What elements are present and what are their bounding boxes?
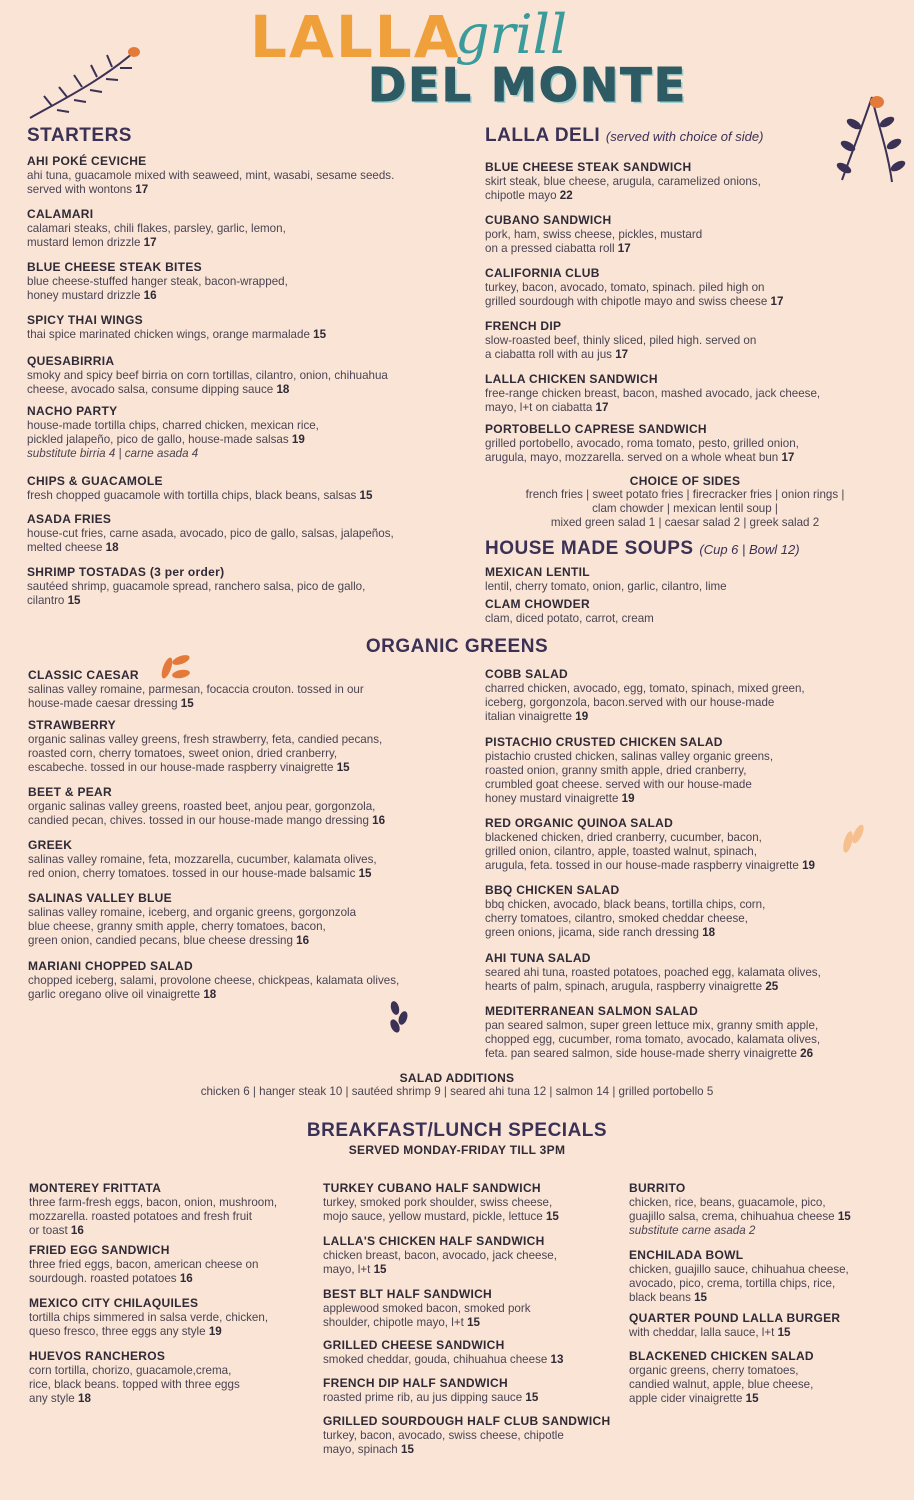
menu-item-desc-text: slow-roasted beef, thinly sliced, piled high. served on a ciabatta roll with au jus	[485, 334, 757, 361]
menu-item-desc-text: salinas valley romaine, feta, mozzarella, cucumber, kalamata olives, red onion, cherry tomatoes. tossed in our house-made balsamic	[28, 853, 377, 880]
menu-item	[28, 718, 458, 775]
menu-item	[485, 667, 885, 724]
menu-item-price: 15	[545, 1210, 559, 1223]
menu-item	[27, 474, 457, 503]
menu-item-name: QUARTER POUND LALLA BURGER	[629, 1311, 841, 1325]
menu-item-price: 15	[745, 1392, 759, 1405]
menu-item	[485, 735, 885, 806]
menu-item-name: LALLA CHICKEN SANDWICH	[485, 372, 658, 386]
menu-item	[485, 372, 885, 415]
menu-item-name: GRILLED CHEESE SANDWICH	[323, 1338, 505, 1352]
navy-leaves-icon	[383, 996, 413, 1036]
menu-item	[485, 597, 885, 626]
menu-item-price: 15	[373, 1263, 387, 1276]
menu-item-name: COBB SALAD	[485, 667, 568, 681]
menu-item-price: 16	[70, 1224, 84, 1237]
menu-item-name: CLAM CHOWDER	[485, 597, 590, 611]
menu-item-price: 17	[615, 348, 629, 361]
menu-item	[485, 883, 885, 940]
menu-item-name: FRENCH DIP HALF SANDWICH	[323, 1376, 508, 1390]
menu-item-desc-text: turkey, bacon, avocado, tomato, spinach. piled high on grilled sourdough with chipotle mayo and swiss cheese	[485, 281, 768, 308]
menu-item	[485, 422, 885, 465]
menu-item-desc	[323, 1302, 618, 1330]
menu-item-desc-text: skirt steak, blue cheese, arugula, caramelized onions, chipotle mayo	[485, 175, 761, 202]
menu-item-desc-text: charred chicken, avocado, egg, tomato, spinach, mixed green, iceberg, gorgonzola, bacon.served with our house-made italian vinaigrette	[485, 682, 805, 723]
menu-item-name: HUEVOS RANCHEROS	[29, 1349, 166, 1363]
menu-item-desc-text: with cheddar, lalla sauce, l+t	[629, 1326, 775, 1339]
menu-item-desc	[485, 966, 885, 994]
menu-item-desc	[485, 831, 885, 873]
menu-item-desc	[485, 580, 885, 594]
salad-additions-title: SALAD ADDITIONS	[399, 1071, 515, 1085]
menu-item-desc	[323, 1429, 618, 1457]
menu-item-desc	[485, 334, 885, 362]
salad-additions	[0, 1071, 914, 1099]
deli-title	[485, 125, 763, 147]
menu-item-name: QUESABIRRIA	[27, 354, 115, 368]
menu-item-desc-text: pan seared salmon, super green lettuce mix, granny smith apple, chopped egg, cucumber, roma tomato, avocado, kalamata olives, feta. pan seared salmon, side house-made sherry vinaigrette	[485, 1019, 821, 1060]
menu-item-name: MONTEREY FRITTATA	[29, 1181, 162, 1195]
menu-item	[28, 668, 458, 711]
menu-item-desc-text: seared ahi tuna, roasted potatoes, poached egg, kalamata olives, hearts of palm, spinach, arugula, raspberry vinaigrette	[485, 966, 821, 993]
menu-item-price: 15	[525, 1391, 539, 1404]
menu-item-desc-text: sautéed shrimp, guacamole spread, ranchero salsa, pico de gallo, cilantro	[27, 580, 366, 607]
soups-note: (Cup 6 | Bowl 12)	[699, 542, 800, 557]
deli-note: (served with choice of side)	[605, 129, 764, 144]
menu-item-desc	[27, 369, 457, 397]
soups-title-text: HOUSE MADE SOUPS	[485, 538, 694, 559]
sides-line-2: clam chowder | mexican lentil soup |	[592, 502, 778, 515]
specials-title: BREAKFAST/LUNCH SPECIALS	[306, 1120, 608, 1141]
menu-item-price: 18	[702, 926, 716, 939]
menu-item	[629, 1311, 899, 1340]
menu-item-desc-text: roasted prime rib, au jus dipping sauce	[323, 1391, 523, 1404]
menu-item-desc	[629, 1364, 899, 1406]
menu-item-desc	[28, 906, 458, 948]
menu-item-desc	[27, 328, 457, 342]
menu-item-desc-text: corn tortilla, chorizo, guacamole,crema, rice, black beans. topped with three eggs any style	[29, 1364, 240, 1405]
menu-item-price: 15	[313, 328, 327, 341]
menu-item-desc-text: fresh chopped guacamole with tortilla chips, black beans, salsas	[27, 489, 357, 502]
menu-item-desc-text: pistachio crusted chicken, salinas valley organic greens, roasted onion, granny smith apple, dried cranberry, crumbled goat cheese. served with our house-made honey mustard vinaigrette	[485, 750, 774, 805]
menu-item-price: 19	[208, 1325, 222, 1338]
menu-item-desc	[629, 1326, 899, 1340]
menu-item-desc-text: organic salinas valley greens, fresh strawberry, feta, candied pecans, roasted corn, cherry tomatoes, sweet onion, dried cranberry, escabeche. tossed in our house-made raspberry vinaigrette	[28, 733, 383, 774]
menu-item-price: 16	[372, 814, 386, 827]
menu-item-desc-text: calamari steaks, chili flakes, parsley, garlic, lemon, mustard lemon drizzle	[27, 222, 286, 249]
menu-item-name: PISTACHIO CRUSTED CHICKEN SALAD	[485, 735, 723, 749]
menu-item-price: 16	[143, 289, 157, 302]
menu-item-name: ENCHILADA BOWL	[629, 1248, 744, 1262]
menu-item	[629, 1248, 899, 1305]
menu-item-desc	[27, 527, 457, 555]
menu-item	[485, 1004, 885, 1061]
menu-item	[323, 1414, 618, 1457]
menu-item-desc	[629, 1263, 899, 1305]
menu-item-desc-text: free-range chicken breast, bacon, mashed avocado, jack cheese, mayo, l+t on ciabatta	[485, 387, 821, 414]
menu-item-desc	[29, 1364, 319, 1406]
menu-item-name: RED ORGANIC QUINOA SALAD	[485, 816, 674, 830]
menu-item-name: CALIFORNIA CLUB	[485, 266, 600, 280]
menu-item	[485, 160, 885, 203]
menu-item-name: TURKEY CUBANO HALF SANDWICH	[323, 1181, 541, 1195]
starters-title: STARTERS	[27, 125, 132, 146]
menu-item-price: 15	[180, 697, 194, 710]
menu-item	[27, 260, 457, 303]
menu-item-name: FRIED EGG SANDWICH	[29, 1243, 170, 1257]
menu-item-desc	[323, 1353, 618, 1367]
menu-item-price: 19	[621, 792, 635, 805]
menu-item-desc-text: turkey, smoked pork shoulder, swiss cheese, mojo sauce, yellow mustard, pickle, lettuce	[323, 1196, 553, 1223]
menu-item-desc-text: salinas valley romaine, iceberg, and organic greens, gorgonzola blue cheese, granny smith apple, cherry tomatoes, bacon, green onion, candied pecans, blue cheese dressing	[28, 906, 357, 947]
sides-line-3: mixed green salad 1 | caesar salad 2 | greek salad 2	[550, 516, 820, 529]
menu-item	[629, 1349, 899, 1406]
menu-item-desc	[27, 489, 457, 503]
menu-item-name: BEET & PEAR	[28, 785, 112, 799]
menu-item-desc-text: chicken breast, bacon, avocado, jack cheese, mayo, l+t	[323, 1249, 557, 1276]
menu-item-desc-text: house-made tortilla chips, charred chicken, mexican rice, pickled jalapeño, pico de gallo, house-made salsas	[27, 419, 319, 446]
sides-title: CHOICE OF SIDES	[629, 474, 741, 488]
menu-item-desc-text: tortilla chips simmered in salsa verde, chicken, queso fresco, three eggs any style	[29, 1311, 269, 1338]
menu-item-desc	[323, 1391, 618, 1405]
menu-item-price: 15	[359, 489, 373, 502]
deli-title-text: LALLA DELI	[485, 125, 601, 146]
menu-item-name: BLUE CHEESE STEAK SANDWICH	[485, 160, 692, 174]
menu-item-desc	[27, 222, 457, 250]
menu-item-name: LALLA'S CHICKEN HALF SANDWICH	[323, 1234, 545, 1248]
menu-item-desc	[28, 853, 458, 881]
menu-item	[27, 207, 457, 250]
menu-item-desc-text: blackened chicken, dried cranberry, cucumber, bacon, grilled onion, cilantro, apple, toasted walnut, spinach, arugula, feta. tossed in our house-made raspberry vinaigrette	[485, 831, 799, 872]
menu-item-price: 15	[777, 1326, 791, 1339]
menu-item-price: 15	[401, 1443, 414, 1456]
menu-item-price: 19	[802, 859, 815, 872]
menu-item	[323, 1338, 618, 1367]
menu-item-name: SPICY THAI WINGS	[27, 313, 143, 327]
menu-item-desc	[28, 683, 458, 711]
menu-item-price: 17	[135, 183, 149, 196]
menu-item-name: CALAMARI	[27, 207, 94, 221]
menu-item-name: CUBANO SANDWICH	[485, 213, 612, 227]
soups-title	[485, 538, 800, 560]
menu-item	[29, 1296, 319, 1339]
choice-of-sides	[485, 474, 885, 530]
menu-item-name: NACHO PARTY	[27, 404, 118, 418]
menu-item	[485, 213, 885, 256]
menu-item	[27, 154, 457, 197]
menu-item	[629, 1181, 899, 1238]
menu-item-desc-text: three farm-fresh eggs, bacon, onion, mushroom, mozzarella. roasted potatoes and fresh fruit or toast	[29, 1196, 278, 1237]
menu-item-price: 16	[179, 1272, 193, 1285]
menu-item	[28, 785, 458, 828]
menu-item-price: 18	[276, 383, 290, 396]
menu-item	[27, 404, 457, 461]
menu-item-desc-text: smoked cheddar, gouda, chihuahua cheese	[323, 1353, 548, 1366]
menu-item	[485, 816, 885, 873]
menu-item-desc-text: lentil, cherry tomato, onion, garlic, cilantro, lime	[485, 580, 727, 593]
specials-subtitle-text: SERVED MONDAY-FRIDAY TILL 3PM	[348, 1143, 566, 1157]
menu-item-desc-text: pork, ham, swiss cheese, pickles, mustard on a pressed ciabatta roll	[485, 228, 703, 255]
menu-item	[485, 951, 885, 994]
menu-item-desc	[29, 1258, 319, 1286]
menu-item-desc	[29, 1196, 319, 1238]
menu-item-name: SALINAS VALLEY BLUE	[28, 891, 172, 905]
sprig-left-icon	[22, 40, 152, 125]
menu-item-desc-text: house-cut fries, carne asada, avocado, pico de gallo, salsas, jalapeños, melted cheese	[27, 527, 394, 554]
menu-item-desc	[485, 1019, 885, 1061]
menu-item-desc	[28, 974, 458, 1002]
menu-item-desc-text: turkey, bacon, avocado, swiss cheese, chipotle mayo, spinach	[323, 1429, 564, 1456]
menu-item-name: BURRITO	[629, 1181, 686, 1195]
menu-item-price: 26	[800, 1047, 814, 1060]
menu-item-price: 18	[105, 541, 119, 554]
menu-item-name: CLASSIC CAESAR	[28, 668, 139, 682]
menu-item-desc-text: organic greens, cherry tomatoes, candied walnut, apple, blue cheese, apple cider vinaigrette	[629, 1364, 814, 1405]
menu-item	[323, 1376, 618, 1405]
menu-item-desc	[27, 275, 457, 303]
menu-item	[29, 1243, 319, 1286]
menu-item-desc	[28, 733, 458, 775]
menu-item-price: 19	[291, 433, 305, 446]
menu-item-price: 13	[550, 1353, 564, 1366]
menu-item-name: GRILLED SOURDOUGH HALF CLUB SANDWICH	[323, 1414, 611, 1428]
menu-item-desc	[629, 1196, 899, 1224]
menu-item-extra: substitute birria 4 | carne asada 4	[27, 447, 199, 460]
menu-item-desc	[485, 898, 885, 940]
menu-item	[29, 1349, 319, 1406]
menu-item	[27, 565, 457, 608]
menu-item-price: 15	[467, 1316, 480, 1329]
menu-item-name: AHI POKÉ CEVICHE	[27, 154, 147, 168]
menu-item	[28, 838, 458, 881]
menu-item-price: 18	[78, 1392, 91, 1405]
menu-item-price: 16	[296, 934, 310, 947]
menu-item	[27, 354, 457, 397]
menu-item	[485, 319, 885, 362]
menu-item-name: MARIANI CHOPPED SALAD	[28, 959, 193, 973]
menu-item-desc-text: three fried eggs, bacon, american cheese on sourdough. roasted potatoes	[29, 1258, 259, 1285]
menu-item-price: 19	[575, 710, 589, 723]
menu-item-price: 15	[358, 867, 372, 880]
greens-title: ORGANIC GREENS	[365, 636, 549, 657]
menu-item-name: BLUE CHEESE STEAK BITES	[27, 260, 202, 274]
menu-item-desc	[27, 169, 457, 197]
menu-item	[485, 565, 885, 594]
menu-item-price: 15	[694, 1291, 708, 1304]
menu-item-desc-text: chopped iceberg, salami, provolone cheese, chickpeas, kalamata olives, garlic oregano olive oil vinaigrette	[28, 974, 400, 1001]
menu-item-price: 15	[837, 1210, 851, 1223]
menu-item-name: GREEK	[28, 838, 73, 852]
menu-item-desc-text: smoky and spicy beef birria on corn tortillas, cilantro, onion, chihuahua cheese, avocado salsa, consume dipping sauce	[27, 369, 388, 396]
salad-additions-line: chicken 6 | hanger steak 10 | sautéed shrimp 9 | seared ahi tuna 12 | salmon 14 | grilled portobello 5	[200, 1085, 714, 1098]
menu-item-price: 22	[559, 189, 573, 202]
menu-item-desc-text: bbq chicken, avocado, black beans, tortilla chips, corn, cherry tomatoes, cilantro, smoked cheddar cheese, green onions, jicama, side ranch dressing	[485, 898, 766, 939]
menu-item-price: 17	[617, 242, 631, 255]
menu-item-name: CHIPS & GUACAMOLE	[27, 474, 163, 488]
sides-line-1: french fries | sweet potato fries | firecracker fries | onion rings |	[525, 488, 845, 501]
menu-item	[28, 959, 458, 1002]
menu-item	[323, 1234, 618, 1277]
menu-item-name: BEST BLT HALF SANDWICH	[323, 1287, 493, 1301]
menu-item-price: 17	[143, 236, 157, 249]
menu-item-name: ASADA FRIES	[27, 512, 112, 526]
menu-item-desc-text: applewood smoked bacon, smoked pork shoulder, chipotle mayo, l+t	[323, 1302, 531, 1329]
menu-item-name: STRAWBERRY	[28, 718, 116, 732]
menu-item-price: 15	[336, 761, 350, 774]
menu-item-desc-text: grilled portobello, avocado, roma tomato, pesto, grilled onion, arugula, mayo, mozzarella. served on a whole wheat bun	[485, 437, 799, 464]
menu-item-price: 17	[595, 401, 609, 414]
menu-item-name: MEXICO CITY CHILAQUILES	[29, 1296, 199, 1310]
menu-item-name: BBQ CHICKEN SALAD	[485, 883, 620, 897]
menu-item	[29, 1181, 319, 1238]
menu-item-desc	[27, 419, 457, 447]
menu-item-desc-text: organic salinas valley greens, roasted beet, anjou pear, gorgonzola, candied pecan, chives. tossed in our house-made mango dressing	[28, 800, 376, 827]
menu-item-desc-text: thai spice marinated chicken wings, orange marmalade	[27, 328, 310, 341]
menu-item-desc	[323, 1196, 618, 1224]
menu-item-desc	[485, 437, 885, 465]
menu-item-name: MEDITERRANEAN SALMON SALAD	[485, 1004, 699, 1018]
menu-item-extra: substitute carne asada 2	[629, 1224, 756, 1237]
menu-item-name: FRENCH DIP	[485, 319, 562, 333]
menu-item-price: 15	[67, 594, 81, 607]
menu-item	[323, 1287, 618, 1330]
menu-item	[485, 266, 885, 309]
menu-item-desc-text: ahi tuna, guacamole mixed with seaweed, mint, wasabi, sesame seeds. served with wontons	[27, 169, 395, 196]
menu-item-desc	[485, 612, 885, 626]
menu-item-desc	[485, 387, 885, 415]
menu-item-desc	[485, 228, 885, 256]
menu-item-price: 18	[203, 988, 217, 1001]
menu-item-desc-text: salinas valley romaine, parmesan, focaccia crouton. tossed in our house-made caesar dressing	[28, 683, 364, 710]
menu-item-name: PORTOBELLO CAPRESE SANDWICH	[485, 422, 707, 436]
menu-item-desc	[28, 800, 458, 828]
menu-item-desc	[485, 682, 885, 724]
specials-subtitle	[0, 1143, 914, 1157]
menu-item	[28, 891, 458, 948]
logo-grill: grill	[455, 3, 568, 66]
menu-item-desc	[485, 175, 885, 203]
menu-item-name: SHRIMP TOSTADAS (3 per order)	[27, 565, 225, 579]
menu-item-desc	[323, 1249, 618, 1277]
menu-item-price: 17	[781, 451, 795, 464]
menu-item-price: 25	[765, 980, 779, 993]
menu-item	[27, 512, 457, 555]
menu-item-name: MEXICAN LENTIL	[485, 565, 590, 579]
menu-item-desc-text: chicken, rice, beans, guacamole, pico, guajillo salsa, crema, chihuahua cheese	[629, 1196, 835, 1223]
menu-item-desc-text: chicken, guajillo sauce, chihuahua cheese, avocado, pico, crema, tortilla chips, rice, black beans	[629, 1263, 849, 1304]
menu-item-desc-text: clam, diced potato, carrot, cream	[485, 612, 654, 625]
menu-item-desc	[29, 1311, 319, 1339]
logo-del-monte: DEL MONTE	[368, 58, 688, 112]
menu-item-name: AHI TUNA SALAD	[485, 951, 591, 965]
menu-item-desc-text: blue cheese-stuffed hanger steak, bacon-wrapped, honey mustard drizzle	[27, 275, 288, 302]
menu-item	[27, 313, 457, 342]
menu-item-desc	[485, 281, 885, 309]
menu-item	[323, 1181, 618, 1224]
menu-item-price: 17	[770, 295, 784, 308]
menu-item-desc	[485, 750, 885, 806]
logo-lalla: LALLA	[250, 3, 461, 71]
menu-item-desc	[27, 580, 457, 608]
menu-item-name: BLACKENED CHICKEN SALAD	[629, 1349, 814, 1363]
